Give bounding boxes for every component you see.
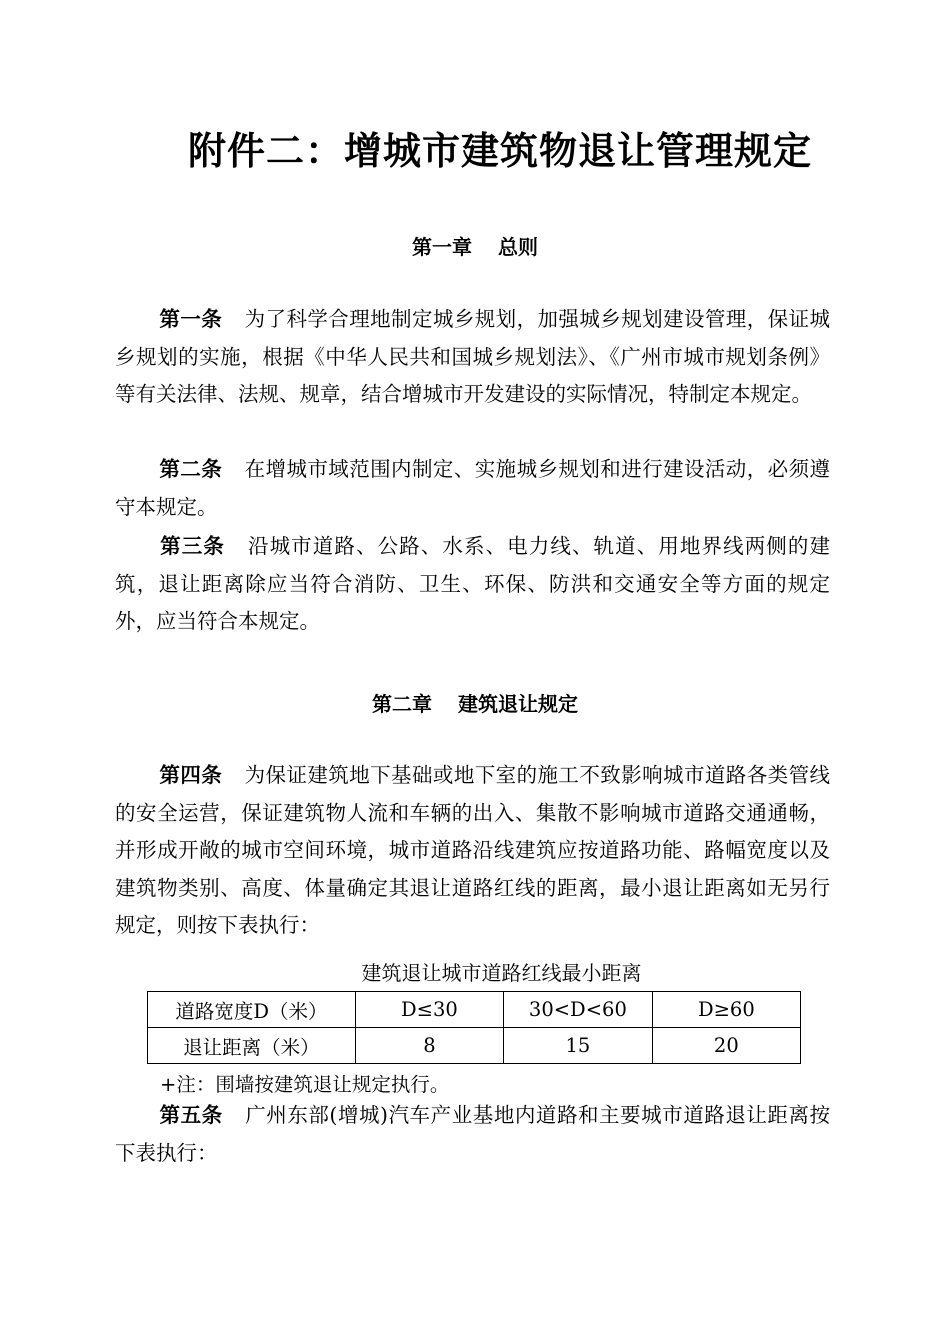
- table-cell: 8: [355, 1028, 503, 1064]
- chapter-number: 第一章: [412, 235, 472, 259]
- chapter-heading-1: [0, 231, 950, 260]
- table-cell: 15: [504, 1028, 653, 1064]
- article-text: 为保证建筑地下基础或地下室的施工不致影响城市道路各类管线的安全运营，保证建筑物人流和车辆的出入、集散不影响城市道路交通通畅，并形成开敞的城市空间环境，城市道路沿线建筑应按道路功能、路幅宽度以及建筑物类别、高度、体量确定其退让道路红线的距离，最小退让距离如无另行规定，则按下表执行：: [115, 763, 830, 937]
- table-note: +注：围墙按建筑退让规定执行。: [160, 1073, 450, 1096]
- article-2: [115, 451, 830, 526]
- chapter-heading-2: [0, 688, 950, 717]
- table-row: [148, 992, 801, 1028]
- table-cell: 退让距离（米）: [148, 1028, 356, 1064]
- article-label: 第二条: [159, 457, 223, 481]
- article-label: 第一条: [159, 307, 223, 331]
- chapter-number: 第二章: [372, 692, 432, 716]
- table-cell: D≤30: [355, 992, 503, 1028]
- table-cell: 道路宽度D（米）: [148, 992, 356, 1028]
- table-cell: D≥60: [652, 992, 800, 1028]
- chapter-name: 建筑退让规定: [458, 692, 578, 716]
- article-text: 为了科学合理地制定城乡规划，加强城乡规划建设管理，保证城乡规划的实施，根据《中华人民共和国城乡规划法》、《广州市城市规划条例》等有关法律、法规、规章，结合增城市开发建设的实际情况，特制定本规定。: [115, 307, 830, 406]
- table-row: [148, 1028, 801, 1064]
- article-5: [115, 1097, 830, 1172]
- chapter-name: 总则: [498, 235, 538, 259]
- article-text: 沿城市道路、公路、水系、电力线、轨道、用地界线两侧的建筑，退让距离除应当符合消防、卫生、环保、防洪和交通安全等方面的规定外，应当符合本规定。: [115, 534, 831, 633]
- article-4: [115, 757, 830, 945]
- article-1: [115, 301, 830, 414]
- article-label: 第五条: [159, 1103, 223, 1127]
- table-cell: 20: [652, 1028, 800, 1064]
- article-3: [115, 528, 830, 641]
- article-label: 第四条: [159, 763, 223, 787]
- table-caption: 建筑退让城市道路红线最小距离: [361, 961, 642, 985]
- article-text: 在增城市域范围内制定、实施城乡规划和进行建设活动，必须遵守本规定。: [115, 457, 830, 519]
- page-title: 附件二：增城市建筑物退让管理规定: [187, 129, 812, 173]
- table-cell: 30<D<60: [504, 992, 653, 1028]
- article-label: 第三条: [159, 534, 225, 558]
- setback-table: [147, 991, 801, 1064]
- article-text: 广州东部(增城)汽车产业基地内道路和主要城市道路退让距离按下表执行：: [115, 1103, 830, 1165]
